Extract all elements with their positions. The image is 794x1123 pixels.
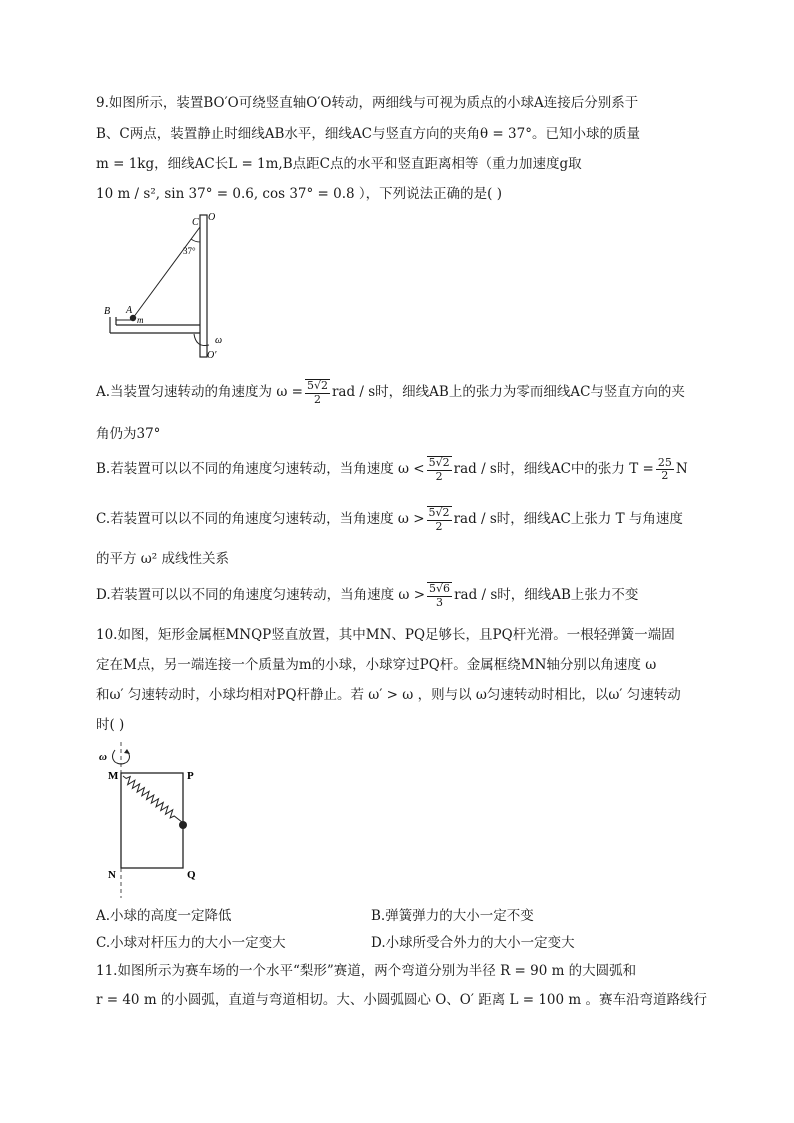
q10-option-c: C.小球对杆压力的大小一定变大	[96, 935, 286, 951]
q9-option-a: A.当装置匀速转动的角速度为 ω = $\frac{5√2}{2}$ rad / s时，细线AB上的张力为零而细线AC与竖直方向的夹	[96, 379, 685, 406]
q9-option-d: D.若装置可以以不同的角速度匀速转动，当角速度 ω > $\frac{5√6}{3}$ rad / s时，细线AB上张力不变	[96, 582, 639, 609]
q9-line-4: 10 m / s², sin 37° = 0.6, cos 37° = 0.8 ），下列说法正确的是( )	[96, 186, 502, 202]
q9-label-o: O	[208, 212, 216, 223]
q9-label-omega: ω	[215, 335, 223, 346]
q10-line-1: 10.如图，矩形金属框MNQP竖直放置，其中MN、PQ足够长，且PQ杆光滑。一根轻弹簧一端固	[96, 627, 675, 643]
q10-line-3: 和ω′ 匀速转动时，小球均相对PQ杆静止。若 ω′ > ω ，则与以 ω匀速转动时相比，以ω′ 匀速转动	[96, 687, 681, 703]
q10-ball	[179, 821, 187, 829]
q10-frame	[121, 773, 183, 868]
q10-option-b: B.弹簧弹力的大小一定不变	[371, 908, 534, 924]
q10-label-n: N	[108, 869, 116, 881]
q10-label-p: P	[187, 770, 194, 782]
q9-label-o-prime: O′	[207, 350, 217, 361]
q9-label-m: m	[137, 315, 144, 325]
q9-label-a: A	[126, 305, 133, 316]
q10-label-q: Q	[187, 869, 196, 881]
q9-line-2: B、C两点，装置静止时细线AB水平，细线AC与竖直方向的夹角θ = 37°。已知小球的质量	[96, 126, 640, 142]
q9-vertical-shaft	[200, 215, 207, 357]
q9-label-c: C	[192, 217, 199, 228]
q9-figure	[96, 210, 236, 365]
q10-option-a: A.小球的高度一定降低	[96, 908, 232, 924]
q10-figure	[96, 740, 216, 900]
q11-line-1: 11.如图所示为赛车场的一个水平“梨形”赛道，两个弯道分别为半径 R = 90 m 的大圆弧和	[96, 963, 637, 979]
q9-option-c: C.若装置可以以不同的角速度匀速转动，当角速度 ω > $\frac{5√2}{2}$ rad / s时，细线AC上张力 T 与角速度	[96, 506, 683, 533]
q9-label-angle: 37°	[183, 246, 196, 256]
q10-arrow-head	[124, 749, 130, 754]
q10-option-d: D.小球所受合外力的大小一定变大	[371, 935, 575, 951]
q9-angle-arc	[191, 239, 200, 242]
q9-line-1: 9.如图所示，装置BO′O可绕竖直轴O′O转动，两细线与可视为质点的小球A连接后分别系于	[96, 95, 639, 111]
q10-label-omega: ω	[99, 751, 107, 763]
q10-line-4: 时( )	[96, 717, 125, 733]
q10-label-m: M	[108, 770, 119, 782]
q9-option-c-line-2: 的平方 ω² 成线性关系	[96, 551, 230, 567]
q9-thread-ac	[133, 227, 200, 318]
q10-line-2: 定在M点，另一端连接一个质量为m的小球，小球穿过PQ杆。金属框绕MN轴分别以角速度 ω	[96, 657, 657, 673]
q9-label-b: B	[104, 306, 111, 317]
q9-option-a-line-2: 角仍为37°	[96, 426, 161, 442]
q9-line-3: m = 1kg，细线AC长L = 1m,B点距C点的水平和竖直距离相等（重力加速度g取	[96, 156, 582, 172]
q11-line-2: r = 40 m 的小圆弧，直道与弯道相切。大、小圆弧圆心 O、O′ 距离 L = 100 m 。赛车沿弯道路线行	[96, 992, 707, 1008]
q10-spring	[121, 773, 186, 826]
q9-option-b: B.若装置可以以不同的角速度匀速转动，当角速度 ω < $\frac{5√2}{2}$ rad / s时，细线AC中的张力 T = $\frac{25}{2}$ N	[96, 455, 688, 483]
